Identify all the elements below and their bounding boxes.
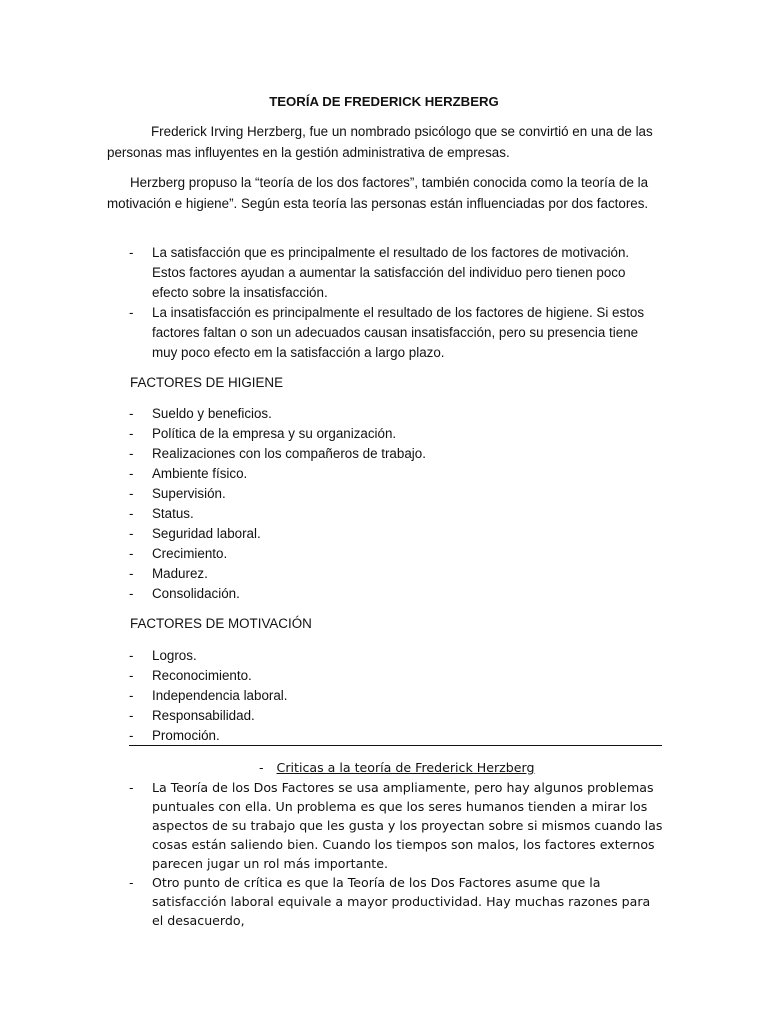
- criticism-heading-text: Criticas a la teoría de Frederick Herzberg: [276, 760, 535, 775]
- list-item: - Consolidación.: [129, 586, 240, 601]
- bullet-dash: -: [129, 245, 134, 260]
- list-item: - Crecimiento.: [129, 546, 228, 561]
- motivation-heading: FACTORES DE MOTIVACIÓN: [130, 616, 312, 631]
- list-item: - Ambiente físico.: [129, 466, 248, 481]
- list-item: - Madurez.: [129, 566, 208, 581]
- hygiene-heading: FACTORES DE HIGIENE: [130, 375, 284, 390]
- list-item: - Política de la empresa y su organización.: [129, 426, 397, 441]
- document-title: TEORÍA DE FREDERICK HERZBERG: [269, 94, 499, 109]
- list-item: - Independencia laboral.: [129, 688, 288, 703]
- list-item: - La Teoría de los Dos Factores se usa ampliamente, pero hay algunos problemas puntuales con ella. Un problema es que los seres humanos tienden a mirar los aspectos de su trabajo que les gusta y los proyectan sobre si mismos cuando las cosas están saliendo bien. Cuando los tiempos son malos, los factores externos parecen jugar un rol más importante.: [129, 780, 663, 871]
- list-item: - Seguridad laboral.: [129, 526, 261, 541]
- list-item: - Sueldo y beneficios.: [129, 406, 272, 421]
- motivation-list: [129, 646, 663, 746]
- hygiene-list: [129, 404, 663, 604]
- list-item: - La insatisfacción es principalmente el resultado de los factores de higiene. Si estos factores faltan o son un adecuados causan insatisfacción, pero su presencia tiene muy poco efecto em la satisfacción a largo plazo.: [129, 305, 645, 360]
- list-item: - Otro punto de crítica es que la Teoría de los Dos Factores asume que la satisfacción laboral equivale a mayor productividad. Hay muchas razones para el desacuerdo,: [129, 875, 651, 928]
- factor-points-list: [129, 243, 663, 363]
- list-item: - Status.: [129, 506, 194, 521]
- list-item: - Realizaciones con los compañeros de trabajo.: [129, 446, 426, 461]
- criticism-list: [129, 778, 663, 930]
- list-item: - Responsabilidad.: [129, 708, 255, 723]
- horizontal-rule: [129, 745, 662, 746]
- list-item: - Logros.: [129, 648, 197, 663]
- list-item: - La satisfacción que es principalmente el resultado de los factores de motivación. Estos factores ayudan a aumentar la satisfacción del individuo pero tienen poco efecto sobre la insatisfacción.: [129, 245, 630, 300]
- list-item: - Reconocimiento.: [129, 668, 252, 683]
- bullet-dash: -: [259, 760, 264, 775]
- intro-paragraph: Frederick Irving Herzberg, fue un nombrado psicólogo que se convirtió en una de las personas mas influyentes en la gestión administrativa de empresas.: [107, 124, 653, 160]
- list-item: - Promoción.: [129, 728, 220, 743]
- theory-paragraph: Herzberg propuso la “teoría de los dos factores”, también conocida como la teoría de la motivación e higiene”. Según esta teoría las personas están influenciadas por dos factores.: [107, 175, 649, 211]
- list-item: - Supervisión.: [129, 486, 226, 501]
- criticism-heading: [259, 760, 534, 775]
- bullet-dash: -: [129, 305, 134, 320]
